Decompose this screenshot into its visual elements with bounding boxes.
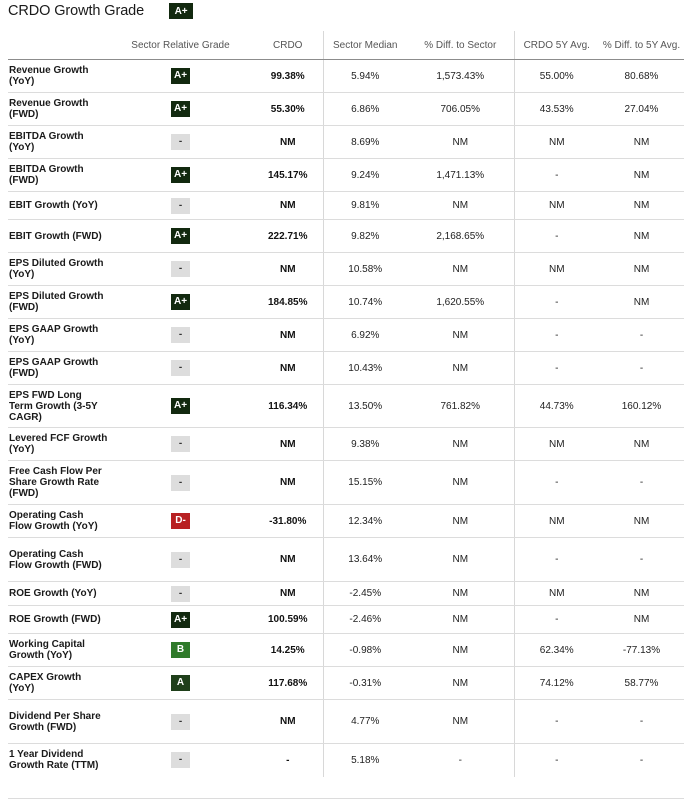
grade-cell	[108, 461, 253, 505]
table-row	[8, 505, 684, 538]
metric-name: EBITDA Growth (FWD)	[8, 159, 108, 192]
grade-cell	[108, 220, 253, 253]
crdo-value: 116.34%	[253, 385, 323, 428]
crdo-5y-avg-value: 62.34%	[514, 634, 599, 667]
diff-to-5y-avg-value: NM	[599, 253, 684, 286]
sector-median-value: 10.58%	[323, 253, 407, 286]
crdo-5y-avg-value: NM	[514, 253, 599, 286]
crdo-5y-avg-value: 44.73%	[514, 385, 599, 428]
grade-cell	[108, 319, 253, 352]
crdo-value: NM	[253, 461, 323, 505]
grade-badge: -	[171, 552, 190, 568]
diff-to-sector-value: 706.05%	[407, 93, 514, 126]
crdo-5y-avg-value: NM	[514, 505, 599, 538]
table-row	[8, 319, 684, 352]
crdo-value: NM	[253, 352, 323, 385]
grade-badge: A+	[171, 68, 190, 84]
diff-to-sector-value: NM	[407, 505, 514, 538]
crdo-5y-avg-value: -	[514, 286, 599, 319]
table-row	[8, 385, 684, 428]
grade-cell	[108, 428, 253, 461]
metric-name: Operating Cash Flow Growth (YoY)	[8, 505, 108, 538]
page-title: CRDO Growth Grade	[8, 2, 145, 19]
metric-name: EPS Diluted Growth (YoY)	[8, 253, 108, 286]
crdo-value: NM	[253, 538, 323, 582]
column-header-crdo[interactable]: CRDO	[253, 31, 323, 60]
diff-to-5y-avg-value: -	[599, 700, 684, 744]
bottom-divider	[8, 798, 684, 799]
metric-name: Operating Cash Flow Growth (FWD)	[8, 538, 108, 582]
diff-to-5y-avg-value: NM	[599, 582, 684, 606]
diff-to-sector-value: 1,573.43%	[407, 60, 514, 93]
crdo-value: 99.38%	[253, 60, 323, 93]
grade-badge: -	[171, 586, 190, 602]
grade-cell	[108, 286, 253, 319]
diff-to-5y-avg-value: NM	[599, 220, 684, 253]
diff-to-sector-value: NM	[407, 253, 514, 286]
grade-cell	[108, 93, 253, 126]
sector-median-value: 13.50%	[323, 385, 407, 428]
table-row	[8, 428, 684, 461]
crdo-value: NM	[253, 428, 323, 461]
table-row	[8, 606, 684, 634]
overall-grade-badge: A+	[169, 3, 193, 19]
crdo-5y-avg-value: NM	[514, 126, 599, 159]
crdo-value: NM	[253, 192, 323, 220]
sector-median-value: 8.69%	[323, 126, 407, 159]
grade-badge: -	[171, 261, 190, 277]
table-row	[8, 220, 684, 253]
grade-cell	[108, 744, 253, 777]
diff-to-sector-value: NM	[407, 634, 514, 667]
grade-badge: -	[171, 134, 190, 150]
sector-median-value: 15.15%	[323, 461, 407, 505]
grade-cell	[108, 352, 253, 385]
crdo-value: NM	[253, 126, 323, 159]
grade-badge: -	[171, 327, 190, 343]
crdo-value: 55.30%	[253, 93, 323, 126]
crdo-5y-avg-value: -	[514, 159, 599, 192]
metric-name: ROE Growth (FWD)	[8, 606, 108, 634]
metric-name: Free Cash Flow Per Share Growth Rate (FWD)	[8, 461, 108, 505]
crdo-5y-avg-value: -	[514, 700, 599, 744]
diff-to-5y-avg-value: 58.77%	[599, 667, 684, 700]
table-body	[8, 60, 684, 777]
crdo-5y-avg-value: 74.12%	[514, 667, 599, 700]
grade-cell	[108, 126, 253, 159]
sector-median-value: 9.38%	[323, 428, 407, 461]
crdo-5y-avg-value: -	[555, 754, 559, 766]
crdo-value: 145.17%	[253, 159, 323, 192]
sector-median-value: 9.81%	[323, 192, 407, 220]
metric-name: EBIT Growth (FWD)	[8, 220, 108, 253]
diff-to-5y-avg-value: -	[599, 538, 684, 582]
diff-to-5y-avg-value: 80.68%	[599, 60, 684, 93]
column-header-diff-to-sector[interactable]: % Diff. to Sector	[407, 31, 514, 60]
diff-to-5y-avg-value: -	[599, 352, 684, 385]
grade-cell	[108, 505, 253, 538]
crdo-5y-avg-value: -	[514, 352, 599, 385]
crdo-5y-avg-value: 55.00%	[514, 60, 599, 93]
grade-badge: -	[171, 475, 190, 491]
diff-to-5y-avg-value: 160.12%	[599, 385, 684, 428]
crdo-value: 100.59%	[253, 606, 323, 634]
grade-cell	[108, 60, 253, 93]
diff-to-sector-value: NM	[407, 126, 514, 159]
grade-cell	[108, 253, 253, 286]
metric-name: EPS GAAP Growth (FWD)	[8, 352, 108, 385]
metric-name: Working Capital Growth (YoY)	[8, 634, 108, 667]
grade-cell	[108, 667, 253, 700]
diff-to-sector-value: NM	[407, 352, 514, 385]
crdo-value: 222.71%	[253, 220, 323, 253]
metric-name: EBITDA Growth (YoY)	[8, 126, 108, 159]
table-row	[8, 667, 684, 700]
table-row	[8, 744, 684, 777]
sector-median-value: 5.94%	[323, 60, 407, 93]
sector-median-value: 5.18%	[351, 754, 380, 766]
table-row	[8, 700, 684, 744]
diff-to-5y-avg-value: NM	[599, 606, 684, 634]
diff-to-sector-value: NM	[407, 582, 514, 606]
table-row	[8, 538, 684, 582]
metric-name: EPS Diluted Growth (FWD)	[8, 286, 108, 319]
crdo-5y-avg-value: -	[514, 319, 599, 352]
growth-grade-table	[8, 31, 684, 777]
diff-to-sector-value: NM	[407, 428, 514, 461]
crdo-5y-avg-value: 43.53%	[514, 93, 599, 126]
diff-to-sector-value: NM	[407, 700, 514, 744]
diff-to-5y-avg-value: -77.13%	[599, 634, 684, 667]
sector-median-value: -0.98%	[323, 634, 407, 667]
diff-to-sector-value: 1,471.13%	[407, 159, 514, 192]
grade-badge: -	[171, 752, 190, 768]
grade-badge: A	[171, 675, 190, 691]
table-row	[8, 192, 684, 220]
grade-cell	[108, 385, 253, 428]
metric-name: 1 Year Dividend Growth Rate (TTM)	[9, 749, 99, 772]
metric-name: Dividend Per Share Growth (FWD)	[8, 700, 108, 744]
diff-to-5y-avg-value: NM	[599, 192, 684, 220]
grade-cell	[108, 159, 253, 192]
diff-to-5y-avg-value: 27.04%	[599, 93, 684, 126]
metric-name: CAPEX Growth (YoY)	[8, 667, 108, 700]
crdo-5y-avg-value: NM	[514, 192, 599, 220]
crdo-value: NM	[253, 253, 323, 286]
sector-median-value: 4.77%	[323, 700, 407, 744]
crdo-5y-avg-value: NM	[514, 428, 599, 461]
diff-to-sector-value: 2,168.65%	[407, 220, 514, 253]
diff-to-5y-avg-value: NM	[599, 159, 684, 192]
metric-name: Revenue Growth (FWD)	[8, 93, 108, 126]
sector-median-value: 9.24%	[323, 159, 407, 192]
table-row	[8, 159, 684, 192]
diff-to-sector-value: NM	[407, 606, 514, 634]
diff-to-sector-value: NM	[407, 538, 514, 582]
sector-median-value: 10.74%	[323, 286, 407, 319]
sector-median-value: 12.34%	[323, 505, 407, 538]
diff-to-sector-value: NM	[407, 319, 514, 352]
table-row	[8, 286, 684, 319]
table-row	[8, 126, 684, 159]
grade-cell	[108, 700, 253, 744]
table-row	[8, 461, 684, 505]
crdo-value: NM	[253, 582, 323, 606]
diff-to-sector-value: 1,620.55%	[407, 286, 514, 319]
column-header-metric	[8, 31, 108, 60]
metric-name: EPS GAAP Growth (YoY)	[8, 319, 108, 352]
diff-to-5y-avg-value: -	[599, 461, 684, 505]
table-row	[8, 93, 684, 126]
crdo-value: -	[253, 744, 323, 777]
crdo-value: NM	[253, 319, 323, 352]
sector-median-value: -2.45%	[323, 582, 407, 606]
diff-to-5y-avg-value: NM	[599, 286, 684, 319]
column-header-crdo-5y-avg[interactable]: CRDO 5Y Avg.	[514, 31, 599, 60]
crdo-value: 117.68%	[253, 667, 323, 700]
crdo-value: 14.25%	[253, 634, 323, 667]
diff-to-sector-value: NM	[407, 192, 514, 220]
diff-to-5y-avg-value: -	[639, 754, 644, 766]
grade-cell	[108, 634, 253, 667]
crdo-5y-avg-value: -	[514, 461, 599, 505]
crdo-value: NM	[253, 700, 323, 744]
column-header-sector-median[interactable]: Sector Median	[323, 31, 407, 60]
column-header-diff-to-5y-avg[interactable]: % Diff. to 5Y Avg.	[599, 31, 684, 60]
grade-badge: A+	[171, 612, 190, 628]
grade-badge: B	[171, 642, 190, 658]
diff-to-5y-avg-value: NM	[599, 428, 684, 461]
grade-cell	[108, 582, 253, 606]
sector-median-value: -0.31%	[323, 667, 407, 700]
sector-median-value: 6.86%	[323, 93, 407, 126]
grade-badge: A+	[171, 167, 190, 183]
table-row	[8, 352, 684, 385]
crdo-value: -31.80%	[253, 505, 323, 538]
crdo-5y-avg-value: -	[514, 606, 599, 634]
grade-badge: -	[171, 198, 190, 214]
sector-median-value: 9.82%	[323, 220, 407, 253]
grade-badge: -	[171, 714, 190, 730]
diff-to-5y-avg-value: NM	[599, 126, 684, 159]
grade-cell	[108, 192, 253, 220]
table-row	[8, 634, 684, 667]
crdo-5y-avg-value: -	[514, 538, 599, 582]
metric-name: Revenue Growth (YoY)	[8, 60, 108, 93]
grade-badge: -	[171, 436, 190, 452]
diff-to-sector-value: NM	[407, 461, 514, 505]
crdo-5y-avg-value: NM	[514, 582, 599, 606]
diff-to-sector-value: -	[407, 744, 514, 777]
grade-badge: D-	[171, 513, 190, 529]
crdo-5y-avg-value: -	[514, 220, 599, 253]
sector-median-value: 13.64%	[323, 538, 407, 582]
diff-to-5y-avg-value: NM	[599, 505, 684, 538]
metric-name: Levered FCF Growth (YoY)	[8, 428, 108, 461]
grade-badge: A+	[171, 294, 190, 310]
diff-to-5y-avg-value: -	[599, 319, 684, 352]
sector-median-value: 6.92%	[323, 319, 407, 352]
diff-to-sector-value: NM	[407, 667, 514, 700]
grade-cell	[108, 606, 253, 634]
sector-median-value: -2.46%	[323, 606, 407, 634]
crdo-value: 184.85%	[253, 286, 323, 319]
grade-cell	[108, 538, 253, 582]
table-row	[8, 253, 684, 286]
header	[8, 2, 193, 19]
column-header-sector-relative-grade[interactable]: Sector Relative Grade	[108, 31, 253, 60]
metric-name: EBIT Growth (YoY)	[8, 192, 108, 220]
grade-badge: A+	[171, 228, 190, 244]
grade-badge: -	[171, 360, 190, 376]
sector-median-value: 10.43%	[323, 352, 407, 385]
grade-badge: A+	[171, 398, 190, 414]
metric-name: EPS FWD Long Term Growth (3-5Y CAGR)	[8, 385, 108, 428]
table-header-row	[8, 31, 684, 60]
metric-name: ROE Growth (YoY)	[8, 582, 108, 606]
table-row	[8, 582, 684, 606]
diff-to-sector-value: 761.82%	[407, 385, 514, 428]
grade-badge: A+	[171, 101, 190, 117]
table-row	[8, 60, 684, 93]
